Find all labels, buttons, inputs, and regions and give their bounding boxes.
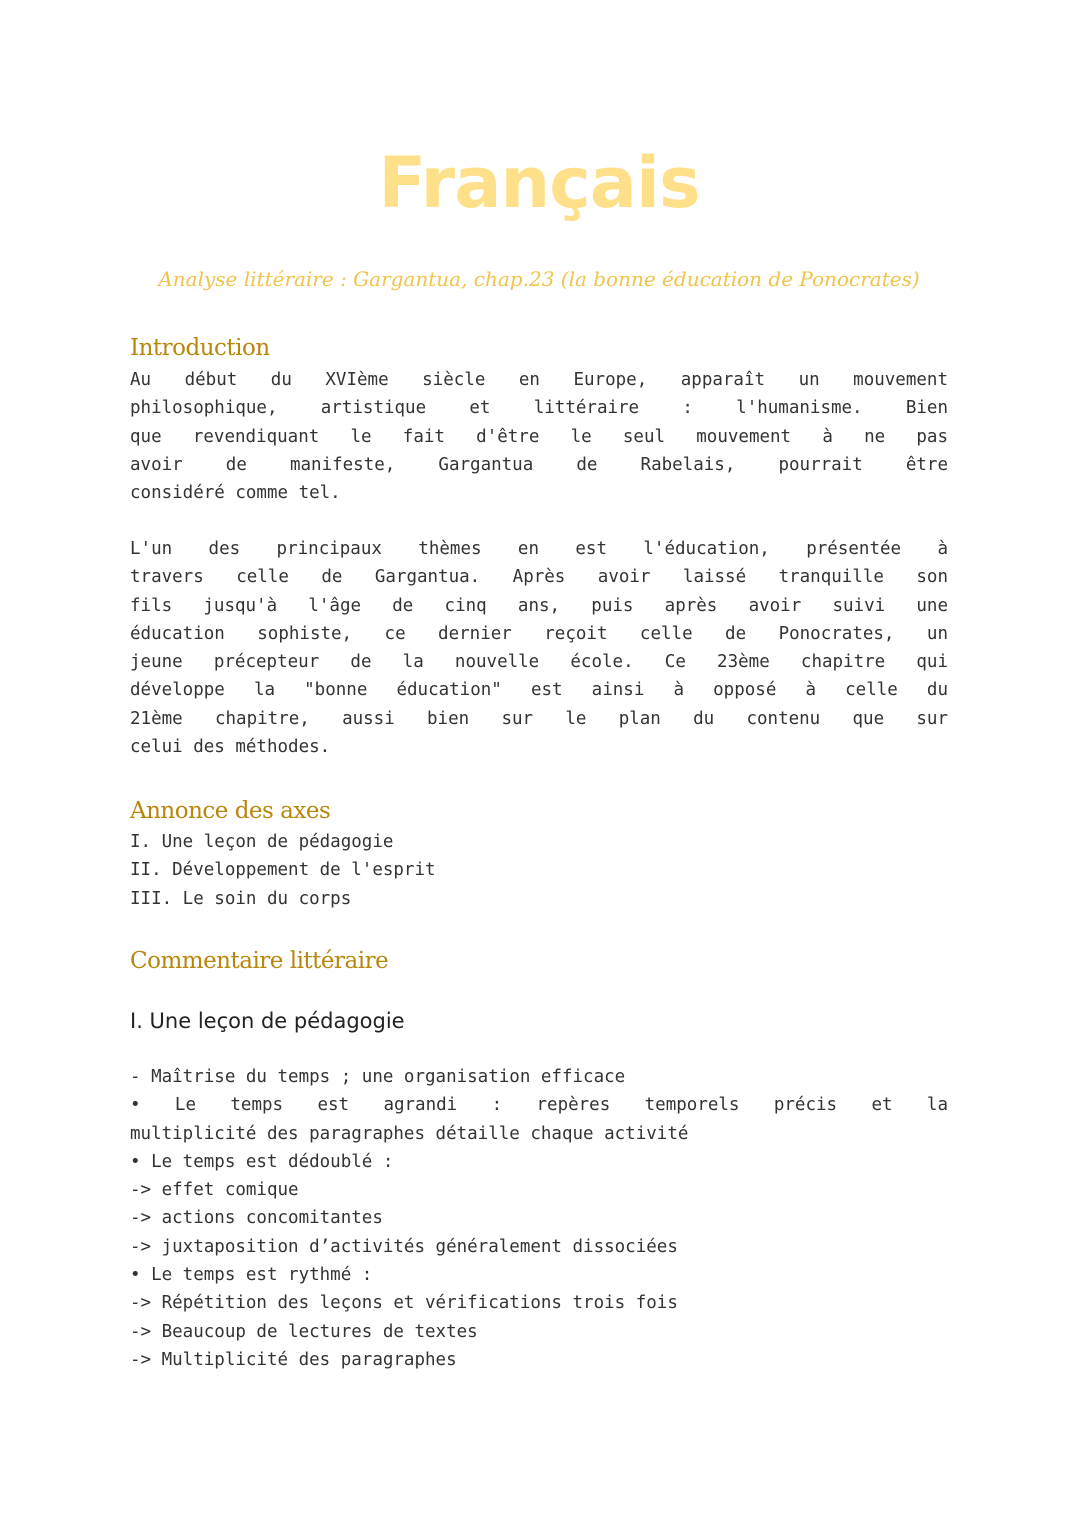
- list-item: I. Une leçon de pédagogie: [130, 832, 394, 852]
- list-item: -> Multiplicité des paragraphes: [130, 1349, 457, 1370]
- text-line: avoir de manifeste, Gargantua de Rabelais, pourrait être: [130, 454, 948, 475]
- introduction-paragraph-2: [130, 535, 948, 761]
- text-line: que revendiquant le fait d'être le seul mouvement à ne pas: [130, 426, 948, 447]
- text-line: considéré comme tel.: [130, 483, 341, 504]
- page-title: Français: [378, 142, 700, 224]
- list-item: -> Répétition des leçons et vérifications trois fois: [130, 1293, 678, 1314]
- list-item: • Le temps est agrandi : repères temporels précis et la: [130, 1095, 948, 1116]
- introduction-heading: Introduction: [130, 335, 270, 361]
- text-line: fils jusqu'à l'âge de cinq ans, puis après avoir suivi une: [130, 595, 948, 616]
- list-item: - Maîtrise du temps ; une organisation efficace: [130, 1067, 626, 1087]
- text-line: philosophique, artistique et littéraire : l'humanisme. Bien: [130, 398, 948, 419]
- introduction-paragraph-1: [130, 366, 948, 507]
- list-item: -> juxtaposition d’activités généralement dissociées: [130, 1236, 678, 1257]
- list-item: • Le temps est rythmé :: [130, 1265, 373, 1286]
- text-line: 21ème chapitre, aussi bien sur le plan du contenu que sur: [130, 708, 948, 729]
- axes-heading: Annonce des axes: [130, 798, 331, 824]
- list-item: III. Le soin du corps: [130, 888, 352, 909]
- text-line: travers celle de Gargantua. Après avoir laissé tranquille son: [130, 567, 948, 588]
- text-line: éducation sophiste, ce dernier reçoit celle de Ponocrates, un: [130, 623, 948, 644]
- text-line: L'un des principaux thèmes en est l'éducation, présentée à: [130, 539, 948, 559]
- section-1-content: [130, 1063, 948, 1374]
- list-item: -> actions concomitantes: [130, 1208, 383, 1229]
- list-item: multiplicité des paragraphes détaille chaque activité: [130, 1123, 689, 1144]
- list-item: -> Beaucoup de lectures de textes: [130, 1321, 478, 1342]
- list-item: -> effet comique: [130, 1180, 299, 1201]
- text-line: celui des méthodes.: [130, 737, 331, 758]
- commentary-heading: Commentaire littéraire: [130, 948, 389, 974]
- text-line: jeune précepteur de la nouvelle école. Ce 23ème chapitre qui: [130, 652, 948, 673]
- text-line: Au début du XVIème siècle en Europe, apparaît un mouvement: [130, 370, 948, 390]
- axes-list: [130, 828, 948, 913]
- list-item: • Le temps est dédoublé :: [130, 1151, 394, 1172]
- section-1-title: I. Une leçon de pédagogie: [130, 1009, 405, 1033]
- text-line: développe la "bonne éducation" est ainsi à opposé à celle du: [130, 680, 948, 701]
- page-subtitle: Analyse littéraire : Gargantua, chap.23 (la bonne éducation de Ponocrates): [158, 267, 920, 291]
- list-item: II. Développement de l'esprit: [130, 860, 436, 881]
